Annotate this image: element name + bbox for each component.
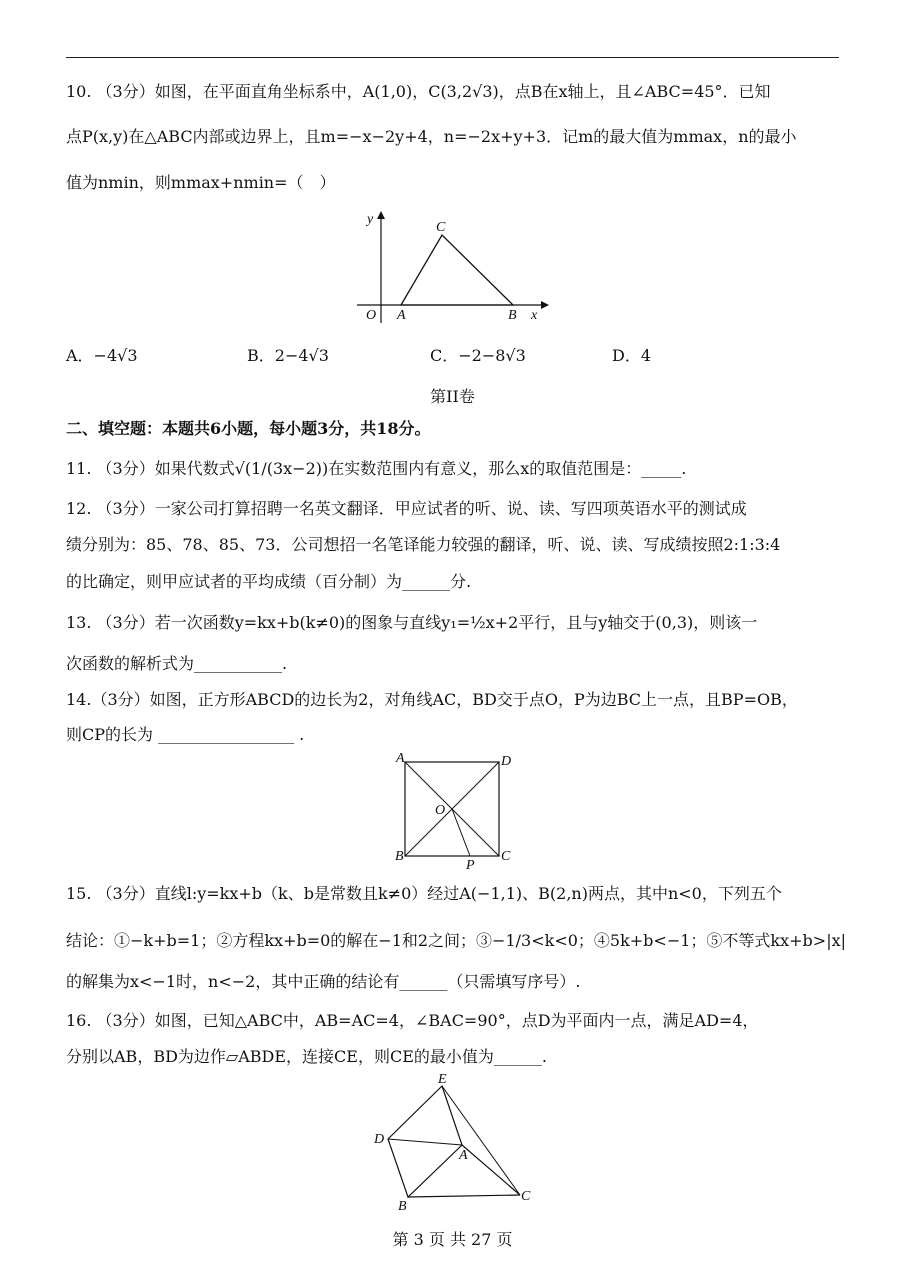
y-axis-arrow xyxy=(377,211,385,219)
label-c: C xyxy=(521,1189,531,1204)
label-y: y xyxy=(367,212,374,227)
segment-bc xyxy=(408,1195,520,1197)
q12-line-2: 绩分别为：85、78、85、73．公司想招一名笔译能力较强的翻译，听、说、读、写成绩按照2:1:3:4 xyxy=(66,535,781,554)
label-p: P xyxy=(466,858,475,872)
q10-option-b: B．2−4√3 xyxy=(247,346,329,365)
q13-line-2: 次函数的解析式为___________. xyxy=(66,654,288,673)
section-two-heading: 二、填空题：本题共6小题，每小题3分，共18分。 xyxy=(66,419,431,438)
segment-op xyxy=(452,809,470,856)
label-d: D xyxy=(374,1132,385,1147)
q10-line-3: 值为nmin，则mmax+nmin=（ ） xyxy=(66,173,336,192)
page-footer: 第 3 页 共 27 页 xyxy=(392,1230,513,1249)
x-axis-arrow xyxy=(541,301,549,309)
label-o: O xyxy=(366,308,377,323)
q15-line-3: 的解集为x<−1时，n<−2，其中正确的结论有______（只需填写序号）. xyxy=(66,972,581,991)
segment-ce xyxy=(442,1086,520,1195)
q10-option-d: D．4 xyxy=(612,346,652,365)
q10-option-c: C．−2−8√3 xyxy=(430,346,526,365)
part-two-title: 第II卷 xyxy=(430,387,475,406)
q10-option-a: A．−4√3 xyxy=(66,346,138,365)
label-b: B xyxy=(395,849,404,864)
q12-line-1: 12. （3分）一家公司打算招聘一名英文翻译．甲应试者的听、说、读、写四项英语水平的测试成 xyxy=(66,499,747,518)
label-d: D xyxy=(501,754,512,769)
label-b: B xyxy=(508,308,517,323)
q15-line-2: 结论：①−k+b=1；②方程kx+b=0的解在−1和2之间；③−1/3<k<0；④5k+b<−1；⑤不等式kx+b>|x| xyxy=(66,931,846,950)
q10-triangle-figure xyxy=(355,205,555,325)
label-a: A xyxy=(396,752,405,766)
header-rule xyxy=(66,57,839,58)
label-x: x xyxy=(531,308,538,323)
q16-line-1: 16. （3分）如图，已知△ABC中，AB=AC=4，∠BAC=90°，点D为平面内一点，满足AD=4， xyxy=(66,1011,759,1030)
label-e: E xyxy=(438,1072,447,1087)
q15-line-1: 15. （3分）直线l:y=kx+b（k、b是常数且k≠0）经过A(−1,1)、B(2,n)两点，其中n<0，下列五个 xyxy=(66,884,782,903)
q16-parallelogram-figure xyxy=(370,1072,540,1212)
triangle-abc xyxy=(401,235,513,305)
q13-line-1: 13. （3分）若一次函数y=kx+b(k≠0)的图象与直线y₁=½x+2平行，且与y轴交于(0,3)，则该一 xyxy=(66,613,758,632)
q14-square-figure xyxy=(390,752,520,872)
segment-ad xyxy=(388,1139,462,1145)
label-b: B xyxy=(398,1199,407,1212)
label-c: C xyxy=(501,849,511,864)
q14-line-1: 14.（3分）如图，正方形ABCD的边长为2，对角线AC，BD交于点O，P为边BC上一点，且BP=OB， xyxy=(66,690,798,709)
q10-line-1: 10. （3分）如图，在平面直角坐标系中，A(1,0)，C(3,2√3)，点B在x轴上，且∠ABC=45°．已知 xyxy=(66,82,771,101)
label-o: O xyxy=(435,803,446,818)
q11-text: 11. （3分）如果代数式√(1/(3x−2))在实数范围内有意义，那么x的取值范围是：_____. xyxy=(66,459,687,478)
label-a: A xyxy=(459,1148,468,1163)
label-c: C xyxy=(436,220,446,235)
q14-line-2: 则CP的长为 _________________ . xyxy=(66,725,305,744)
label-a: A xyxy=(397,308,406,323)
q16-line-2: 分别以AB，BD为边作▱ABDE，连接CE，则CE的最小值为______. xyxy=(66,1047,547,1066)
q10-line-2: 点P(x,y)在△ABC内部或边界上，且m=−x−2y+4，n=−2x+y+3．记m的最大值为mmax，n的最小 xyxy=(66,127,797,146)
q12-line-3: 的比确定，则甲应试者的平均成绩（百分制）为______分. xyxy=(66,572,472,591)
segment-ac xyxy=(462,1145,520,1195)
